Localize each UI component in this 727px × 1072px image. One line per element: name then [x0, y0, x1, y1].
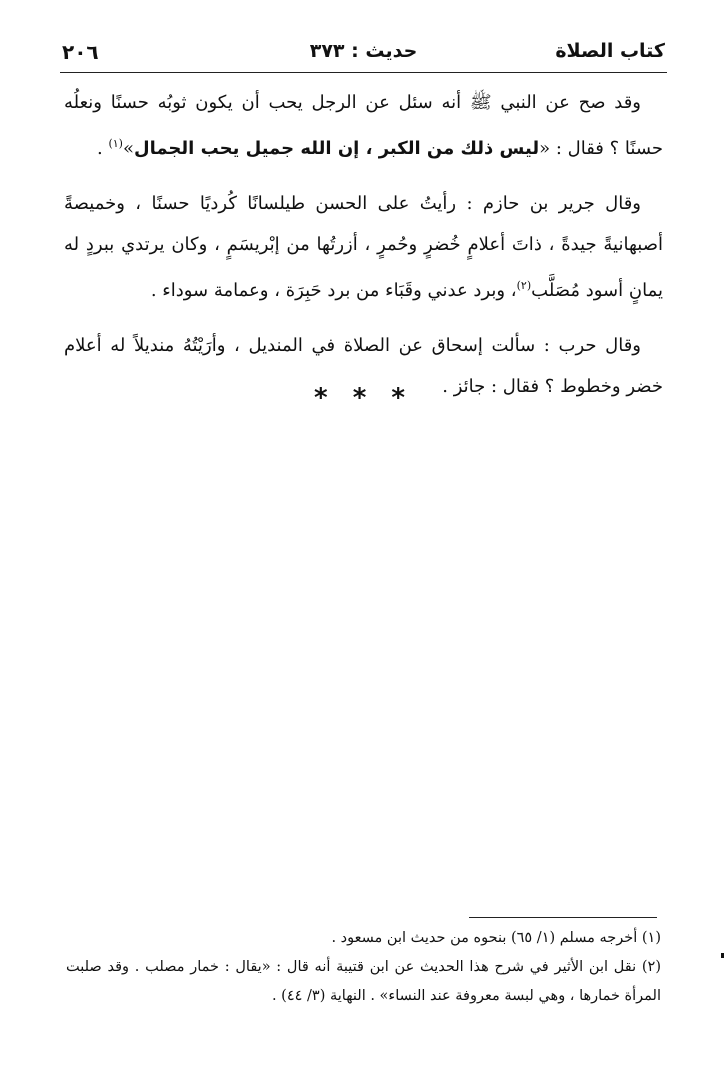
paragraph-2-text: وقال جرير بن حازم : رأيتُ على الحسن طيلسانًا كُرديًا حسنًا ، وخميصةً أصبهانيةً جيدةً ، ذاتَ أعلامٍ خُضرٍ وحُمرٍ ، أزرتُها من إبْريسَمٍ ، وكان يرتدي ببردٍ له يمانٍ أسود مُصَلَّب	[64, 193, 663, 301]
hadith-number: حديث : ٣٧٣	[309, 40, 418, 62]
paragraph-2	[64, 183, 663, 311]
page-header	[62, 38, 665, 70]
footnote-1: (١) أخرجه مسلم (١/ ٦٥) بنحوه من حديث ابن مسعود .	[331, 930, 661, 946]
section-separator: * * *	[314, 383, 413, 413]
paragraph-2-end: ، وبرد عدني وقَبَاء من برد حَبِرَة ، وعمامة سوداء .	[150, 280, 517, 301]
footnote-2: (٢) نقل ابن الأثير في شرح هذا الحديث عن ابن قتيبة أنه قال : «يقال : خمار مصلب . وقد صلبت المرأة خمارها ، وهي لبسة معروفة عند النساء» . النهاية (٣/ ٤٤) .	[66, 959, 661, 1004]
scan-mark	[721, 953, 724, 958]
hadith-quote: ليس ذلك من الكبر ، إن الله جميل يحب الجمال	[133, 138, 540, 159]
main-text	[64, 82, 663, 421]
footnotes	[66, 924, 661, 1011]
paragraph-1	[64, 82, 663, 169]
page-number: ٢٠٦	[62, 40, 99, 64]
header-divider	[60, 72, 667, 73]
quote-close: »	[122, 138, 134, 159]
footnote-ref-1: (١)	[108, 137, 123, 150]
paragraph-1-text: وقد صح عن النبي ﷺ أنه سئل عن الرجل يحب أن يكون ثوبُه حسنًا ونعلُه حسنًا ؟ فقال : «	[64, 92, 663, 159]
book-title: كتاب الصلاة	[555, 40, 665, 62]
paragraph-1-end: .	[96, 138, 109, 159]
paragraph-3-text: وقال حرب : سألت إسحاق عن الصلاة في المنديل ، وأرَيْتُهُ منديلاً له أعلام خضر وخطوط ؟ فقال : جائز .	[64, 335, 663, 397]
footnote-divider	[469, 917, 657, 918]
footnote-ref-2: (٢)	[516, 279, 532, 292]
